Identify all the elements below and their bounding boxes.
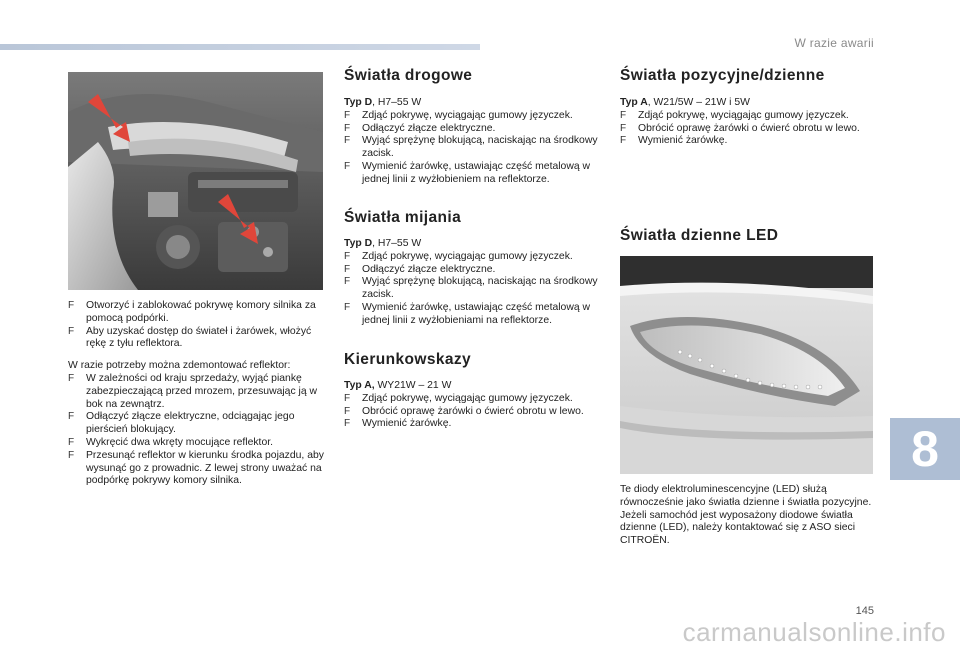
type-spec: , H7–55 W [372, 97, 422, 108]
watermark: carmanualsonline.info [682, 617, 946, 647]
high-beam-title: Światła drogowe [344, 67, 473, 84]
led-description: Te diody elektroluminescencyjne (LED) służą równocześnie jako światła dzienne i światła pozycyjne. [620, 484, 872, 508]
list-item: F Odłączyć złącze elektryczne. [344, 264, 600, 277]
list-item: F Wymienić żarówkę, ustawiając część metalową w jednej linii z wyżłobieniem na reflektorze. [344, 161, 600, 187]
hood-steps-list [68, 300, 326, 351]
type-spec: , H7–55 W [372, 238, 422, 249]
list-item: F Wymienić żarówkę, ustawiając część metalową w jednej linii z wyżłobieniami na reflektorze. [344, 302, 600, 328]
list-item: F Wymienić żarówkę. [344, 418, 600, 431]
engine-bay-photo [68, 72, 323, 290]
led-lights-title: Światła dzienne LED [620, 227, 779, 244]
position-lights-steps [620, 110, 876, 148]
led-headlight-illustration [620, 256, 873, 474]
page-number: 145 [855, 605, 874, 617]
list-item: F W zależności od kraju sprzedaży, wyjąć piankę zabezpieczającą przed mrozem, przesuwając ją w bok na zewnątrz. [68, 373, 326, 411]
low-beam-steps [344, 251, 600, 328]
list-item: F Wymienić żarówkę. [620, 135, 876, 148]
type-label: Typ D [344, 97, 373, 108]
high-beam-type [344, 97, 600, 110]
list-item: F Zdjąć pokrywę, wyciągając gumowy języczek. [344, 251, 600, 264]
type-label: Typ D [344, 238, 373, 249]
list-item: F Wykręcić dwa wkręty mocujące reflektor. [68, 437, 326, 450]
indicators-type [344, 380, 600, 393]
low-beam-title: Światła mijania [344, 209, 462, 226]
section-title: W razie awarii [794, 36, 874, 50]
header-bar [0, 44, 480, 50]
list-item: F Odłączyć złącze elektryczne, odciągając jego pierścień blokujący. [68, 411, 326, 437]
type-spec: WY21W – 21 W [374, 380, 452, 391]
engine-bay-illustration [68, 72, 323, 290]
low-beam-type [344, 238, 600, 251]
removal-steps-list [68, 373, 326, 488]
led-aso-note: Jeżeli samochód jest wyposażony diodowe światła dzienne (LED), należy kontaktować się z ASO sieci CITROËN. [620, 509, 856, 547]
type-label: Typ A, [344, 380, 375, 391]
type-label: Typ A [620, 97, 648, 108]
list-item: F Zdjąć pokrywę, wyciągając gumowy języczek. [620, 110, 876, 123]
list-item: F Zdjąć pokrywę, wyciągając gumowy języczek. [344, 393, 600, 406]
type-spec: , W21/5W – 21W i 5W [647, 97, 750, 108]
indicators-steps [344, 393, 600, 431]
list-item: F Obrócić oprawę żarówki o ćwierć obrotu w lewo. [344, 406, 600, 419]
list-item: F Przesunąć reflektor w kierunku środka pojazdu, aby wysunąć go z prowadnic. Z lewej strony uważać na podpórkę pokrywy komory silnika. [68, 450, 326, 488]
led-headlight-photo [620, 256, 873, 474]
list-item: F Aby uzyskać dostęp do świateł i żarówek, włożyć rękę z tyłu reflektora. [68, 326, 326, 352]
chapter-number: 8 [911, 421, 939, 477]
removal-intro: W razie potrzeby można zdemontować reflektor: [68, 360, 291, 372]
position-lights-title: Światła pozycyjne/dzienne [620, 67, 825, 84]
list-item: F Otworzyć i zablokować pokrywę komory silnika za pomocą podpórki. [68, 300, 326, 326]
list-item: F Wyjąć sprężynę blokującą, naciskając na środkowy zacisk. [344, 276, 600, 302]
position-lights-type [620, 97, 876, 110]
high-beam-steps [344, 110, 600, 187]
indicators-title: Kierunkowskazy [344, 351, 472, 368]
list-item: F Wyjąć sprężynę blokującą, naciskając na środkowy zacisk. [344, 135, 600, 161]
list-item: F Odłączyć złącze elektryczne. [344, 123, 600, 136]
list-item: F Zdjąć pokrywę, wyciągając gumowy języczek. [344, 110, 600, 123]
list-item: F Obrócić oprawę żarówki o ćwierć obrotu w lewo. [620, 123, 876, 136]
